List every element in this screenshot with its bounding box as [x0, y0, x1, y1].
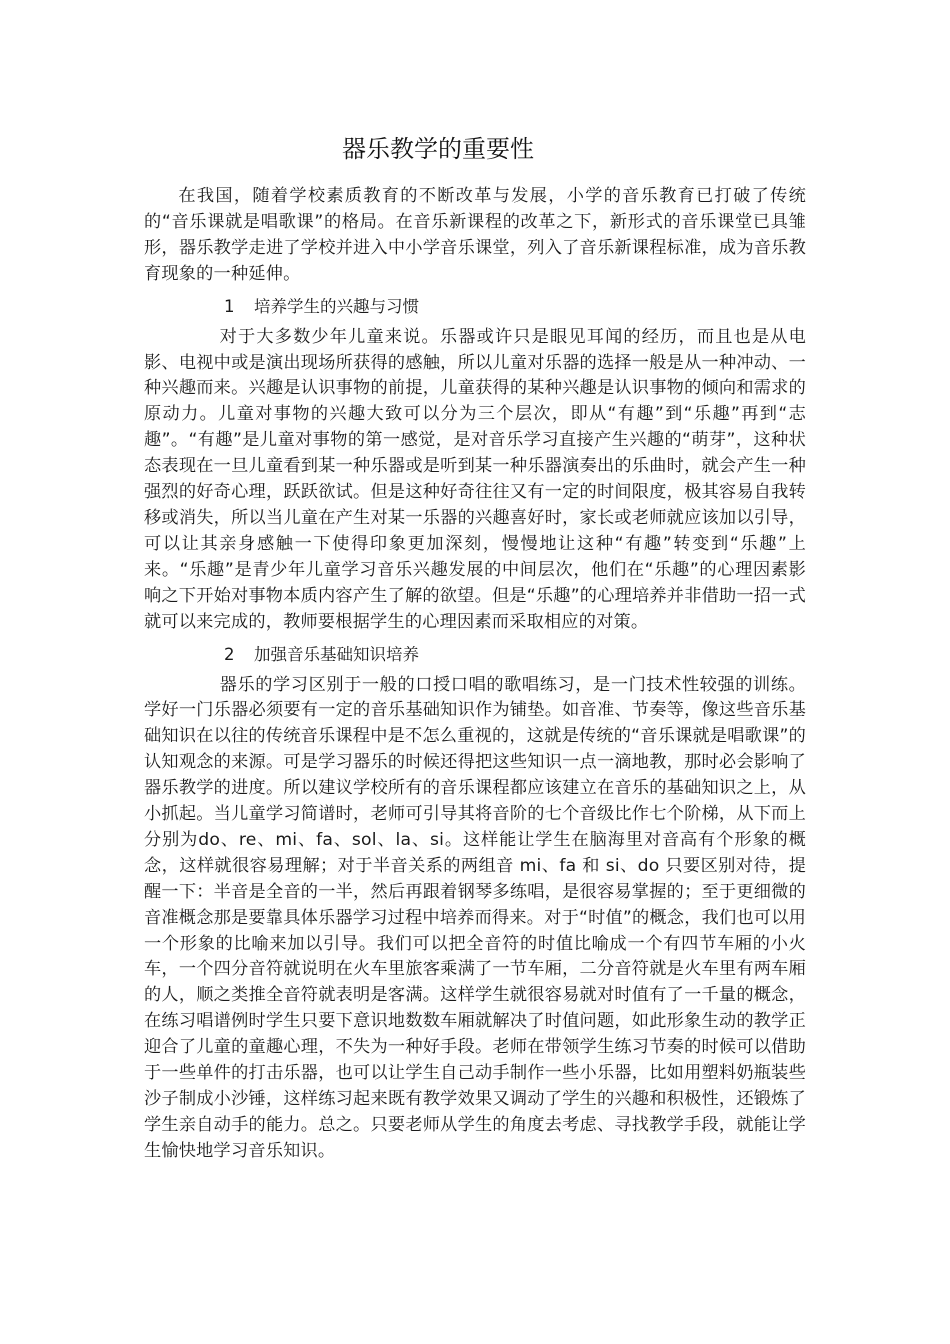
document-body: [144, 184, 806, 1165]
section-paragraph-1: 对于大多数少年儿童来说。乐器或许只是眼见耳闻的经历，而且也是从电影、电视中或是演出现场所获得的感触，所以儿童对乐器的选择一般是从一种冲动、一种兴趣而来。兴趣是认识事物的前提，儿童获得的某种兴趣是认识事物的倾向和需求的原动力。儿童对事物的兴趣大致可以分为三个层次，即从“有趣”到“乐趣”再到“志趣”。“有趣”是儿童对事物的第一感觉，是对音乐学习直接产生兴趣的“萌芽”，这种状态表现在一旦儿童看到某一种乐器或是听到某一种乐器演奏出的乐曲时，就会产生一种强烈的好奇心理，跃跃欲试。但是这种好奇往往又有一定的时间限度，极其容易自我转移或消失，所以当儿童在产生对某一乐器的兴趣喜好时，家长或老师就应该加以引导，可以让其亲身感触一下使得印象更加深刻，慢慢地让这种“有趣”转变到“乐趣”上来。“乐趣”是青少年儿童学习音乐兴趣发展的中间层次，他们在“乐趣”的心理因素影响之下开始对事物本质内容产生了解的欲望。但是“乐趣”的心理培养并非借助一招一式就可以来完成的，教师要根据学生的心理因素而采取相应的对策。: [144, 326, 806, 632]
document-title: 器乐教学的重要性: [342, 135, 534, 163]
section-heading-2: [144, 642, 806, 667]
section-paragraph-2: 器乐的学习区别于一般的口授口唱的歌唱练习，是一门技术性较强的训练。学好一门乐器必须要有一定的音乐基础知识作为铺垫。如音准、节奏等，像这些音乐基础知识在以往的传统音乐课程中是不怎么重视的，这就是传统的“音乐课就是唱歌课”的认知观念的来源。可是学习器乐的时候还得把这些知识一点一滴地教，那时必会影响了器乐教学的进度。所以建议学校所有的音乐课程都应该建立在音乐的基础知识之上，从小抓起。当儿童学习简谱时，老师可引导其将音阶的七个音级比作七个阶梯，从下而上分别为do、re、mi、fa、sol、la、si。这样能让学生在脑海里对音高有个形象的概念，这样就很容易理解；对于半音关系的两组音 mi、fa 和 si、do 只要区别对待，提醒一下：半音是全音的一半，然后再跟着钢琴多练唱，是很容易掌握的；至于更细微的音准概念那是要靠具体乐器学习过程中培养而得来。对于“时值”的概念，我们也可以用一个形象的比喻来加以引导。我们可以把全音符的时值比喻成一个有四节车厢的小火车，一个四分音符就说明在火车里旅客乘满了一节车厢，二分音符就是火车里有两车厢的人，顺之类推全音符就表明是客满。这样学生就很容易就对时值有了一千量的概念，在练习唱谱例时学生只要下意识地数数车厢就解决了时值问题，如此形象生动的教学正迎合了儿童的童趣心理，不失为一种好手段。老师在带领学生练习节奏的时候可以借助于一些单件的打击乐器，也可以让学生自己动手制作一些小乐器，比如用塑料奶瓶装些沙子制成小沙锤，这样练习起来既有教学效果又调动了学生的兴趣和积极性，还锻炼了学生亲自动手的能力。总之。只要老师从学生的角度去考虑、寻找教学手段，就能让学生愉快地学习音乐知识。: [144, 674, 806, 1161]
section-number: 1: [224, 296, 235, 316]
section-number: 2: [224, 644, 235, 664]
intro-paragraph: 在我国，随着学校素质教育的不断改革与发展，小学的音乐教育已打破了传统的“音乐课就是唱歌课”的格局。在音乐新课程的改革之下，新形式的音乐课堂已具雏形，器乐教学走进了学校并进入中小学音乐课堂，列入了音乐新课程标准，成为音乐教育现象的一种延伸。: [144, 186, 806, 284]
section-title: 加强音乐基础知识培养: [254, 644, 419, 664]
section-heading-1: [144, 294, 806, 319]
section-title: 培养学生的兴趣与习惯: [254, 296, 419, 316]
